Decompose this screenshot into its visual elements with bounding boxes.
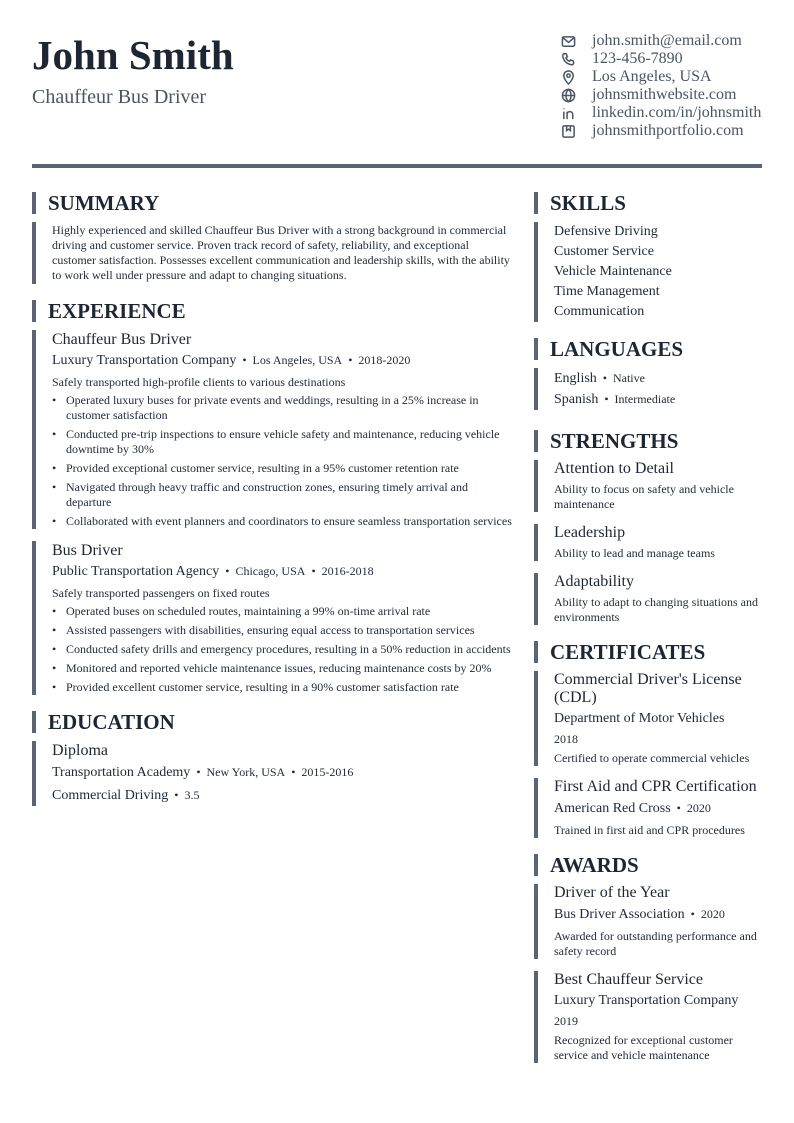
certificate-item: Commercial Driver's License (CDL) Department of Motor Vehicles 2018 Certified to operate commercial vehicles [534, 671, 762, 766]
job-meta: Luxury Transportation Company • Los Angeles, USA • 2018-2020 [52, 353, 411, 368]
experience-heading: EXPERIENCE [32, 300, 512, 322]
education-section [32, 741, 512, 806]
summary-heading: SUMMARY [32, 192, 512, 214]
job-location: Chicago, USA [235, 564, 306, 578]
edu-school-line: Transportation Academy • New York, USA • 2015-2016 [52, 765, 354, 780]
email-icon [559, 33, 577, 49]
strength-item: Leadership Ability to lead and manage teams [534, 524, 762, 561]
job-title: Bus Driver [52, 542, 123, 559]
resume-header [32, 30, 762, 150]
award-item: Driver of the Year Bus Driver Association • 2020 Awarded for outstanding performance and safety record [534, 884, 762, 959]
phone-icon [559, 51, 577, 67]
contact-portfolio[interactable] [559, 122, 769, 140]
list-item: • Operated buses on scheduled routes, maintaining a 99% on-time arrival rate [52, 604, 512, 619]
edu-degree: Diploma [52, 742, 108, 759]
contact-text: linkedin.com/in/johnsmith [592, 104, 762, 121]
skills-section [534, 222, 762, 322]
list-item: • Collaborated with event planners and coordinators to ensure seamless transportation services [52, 514, 512, 529]
skill-item: Vehicle Maintenance [554, 264, 672, 279]
contact-text: Los Angeles, USA [592, 68, 712, 85]
list-item: • Provided exceptional customer service, resulting in a 95% customer retention rate [52, 461, 512, 476]
summary-section [32, 222, 512, 284]
job-company: Luxury Transportation Company [52, 353, 237, 368]
job-title: Chauffeur Bus Driver [52, 331, 192, 348]
contact-linkedin[interactable] [559, 104, 769, 122]
job-bullets [52, 604, 512, 695]
edu-location: New York, USA [206, 765, 286, 779]
edu-field-line: Commercial Driving • 3.5 [52, 788, 200, 803]
summary-text: Highly experienced and skilled Chauffeur Bus Driver with a strong background in commercial driving and customer service. Proven track record of safety, reliability, and exceptional customer satisfaction. Possesses excellent communication and leadership skills, with the ability to work well under pressure and adapt to changing situations. [52, 223, 510, 282]
edu-school: Transportation Academy [52, 765, 191, 780]
skill-item: Communication [554, 304, 645, 319]
contact-text: john.smith@email.com [592, 32, 742, 49]
job-description: Safely transported high-profile clients to various destinations [52, 375, 346, 389]
job-meta: Public Transportation Agency • Chicago, USA • 2016-2018 [52, 564, 374, 579]
list-item: • Monitored and reported vehicle maintenance issues, reducing maintenance costs by 20% [52, 661, 512, 676]
list-item: • Operated luxury buses for private events and weddings, resulting in a 25% increase in customer satisfaction [52, 393, 512, 423]
linkedin-icon [559, 105, 577, 121]
contact-website[interactable] [559, 86, 769, 104]
strength-item: Attention to Detail Ability to focus on safety and vehicle maintenance [534, 460, 762, 512]
contact-email[interactable] [559, 32, 769, 50]
education-heading: EDUCATION [32, 711, 512, 733]
list-item: • Conducted pre-trip inspections to ensure vehicle safety and maintenance, reducing vehicle downtime by 30% [52, 427, 512, 457]
language-item: Spanish • Intermediate [554, 392, 676, 407]
right-column [534, 192, 762, 1063]
skill-item: Customer Service [554, 244, 654, 259]
candidate-title: Chauffeur Bus Driver [32, 86, 207, 108]
languages-heading: LANGUAGES [534, 338, 762, 360]
globe-icon [559, 87, 577, 103]
edu-dates: 2015-2016 [301, 765, 354, 779]
language-item: English • Native [554, 371, 645, 386]
contact-text: 123-456-7890 [592, 50, 683, 67]
job-dates: 2018-2020 [358, 353, 411, 367]
list-item: • Provided excellent customer service, resulting in a 90% customer satisfaction rate [52, 680, 512, 695]
award-item: Best Chauffeur Service Luxury Transportation Company 2019 Recognized for exceptional customer service and vehicle maintenance [534, 971, 762, 1063]
job-entry [32, 541, 512, 695]
skill-item: Defensive Driving [554, 224, 658, 239]
edu-gpa: 3.5 [184, 788, 200, 802]
certificates-heading: CERTIFICATES [534, 641, 762, 663]
job-location: Los Angeles, USA [252, 353, 343, 367]
contact-text: johnsmithportfolio.com [592, 122, 744, 139]
skills-heading: SKILLS [534, 192, 762, 214]
job-company: Public Transportation Agency [52, 564, 220, 579]
job-description: Safely transported passengers on fixed routes [52, 586, 270, 600]
awards-heading: AWARDS [534, 854, 762, 876]
left-column [32, 192, 512, 806]
skill-item: Time Management [554, 284, 660, 299]
list-item: • Conducted safety drills and emergency procedures, resulting in a 50% reduction in accidents [52, 642, 512, 657]
portfolio-icon [559, 123, 577, 139]
strength-item: Adaptability Ability to adapt to changing situations and environments [534, 573, 762, 625]
candidate-name: John Smith [32, 32, 234, 78]
list-item: • Assisted passengers with disabilities, ensuring equal access to transportation services [52, 623, 512, 638]
job-bullets [52, 393, 512, 529]
job-entry [32, 330, 512, 529]
location-icon [559, 69, 577, 85]
contact-list [559, 32, 769, 140]
contact-phone[interactable] [559, 50, 769, 68]
header-divider [32, 164, 762, 168]
list-item: • Navigated through heavy traffic and construction zones, ensuring timely arrival and departure [52, 480, 512, 510]
contact-text: johnsmithwebsite.com [592, 86, 737, 103]
job-dates: 2016-2018 [321, 564, 374, 578]
languages-section [534, 368, 762, 410]
strengths-heading: STRENGTHS [534, 430, 762, 452]
contact-location [559, 68, 769, 86]
certificate-item: First Aid and CPR Certification American Red Cross • 2020 Trained in first aid and CPR procedures [534, 778, 762, 838]
edu-field: Commercial Driving [52, 788, 169, 803]
